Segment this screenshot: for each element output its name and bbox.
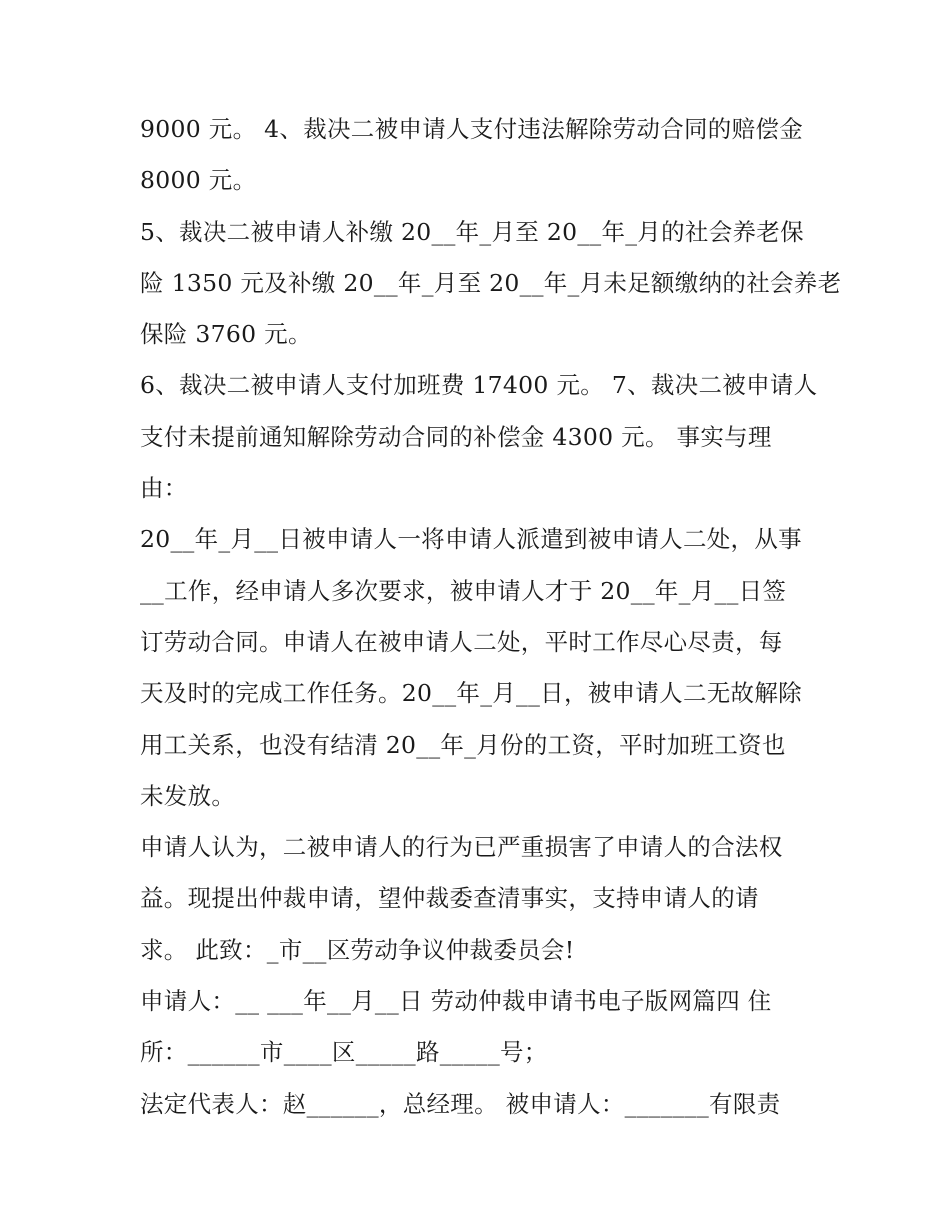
text-line: 8000 元。 (140, 166, 257, 195)
text-line: 5、裁决二被申请人补缴 20__年_月至 20__年_月的社会养老保 (140, 217, 804, 246)
text-line: 20__年_月__日被申请人一将申请人派遣到被申请人二处，从事 (140, 525, 802, 554)
text-line: 用工关系，也没有结清 20__年_月份的工资，平时加班工资也 (140, 730, 786, 759)
text-line: 9000 元。 4、裁决二被申请人支付违法解除劳动合同的赔偿金 (140, 115, 803, 143)
text-line: __工作，经申请人多次要求，被申请人才于 20__年_月__日签 (140, 576, 787, 605)
text-line: 天及时的完成工作任务。20__年_月__日，被申请人二无故解除 (140, 679, 802, 708)
text-line: 由： (140, 474, 188, 503)
text-line: 险 1350 元及补缴 20__年_月至 20__年_月未足额缴纳的社会养老 (140, 268, 842, 297)
text-line: 益。现提出仲裁申请，望仲裁委查清事实，支持申请人的请 (140, 884, 759, 913)
text-line: 未发放。 (140, 781, 236, 810)
text-line: 法定代表人：赵______，总经理。 被申请人：_______有限责 (140, 1089, 781, 1118)
text-line: 保险 3760 元。 (140, 320, 312, 349)
text-line: 6、裁决二被申请人支付加班费 17400 元。 7、裁决二被申请人 (140, 371, 818, 400)
text-line: 申请人：__ ___年__月__日 劳动仲裁申请书电子版网篇四 住 (140, 987, 772, 1016)
text-line: 申请人认为，二被申请人的行为已严重损害了申请人的合法权 (140, 833, 783, 862)
text-line: 支付未提前通知解除劳动合同的补偿金 4300 元。 事实与理 (140, 422, 772, 451)
text-line: 求。 此致：_市__区劳动争议仲裁委员会! (140, 935, 575, 964)
text-line: 所：______市____区_____路_____号； (140, 1038, 548, 1067)
text-line: 订劳动合同。申请人在被申请人二处，平时工作尽心尽责，每 (140, 627, 783, 656)
document-body (140, 104, 842, 1130)
